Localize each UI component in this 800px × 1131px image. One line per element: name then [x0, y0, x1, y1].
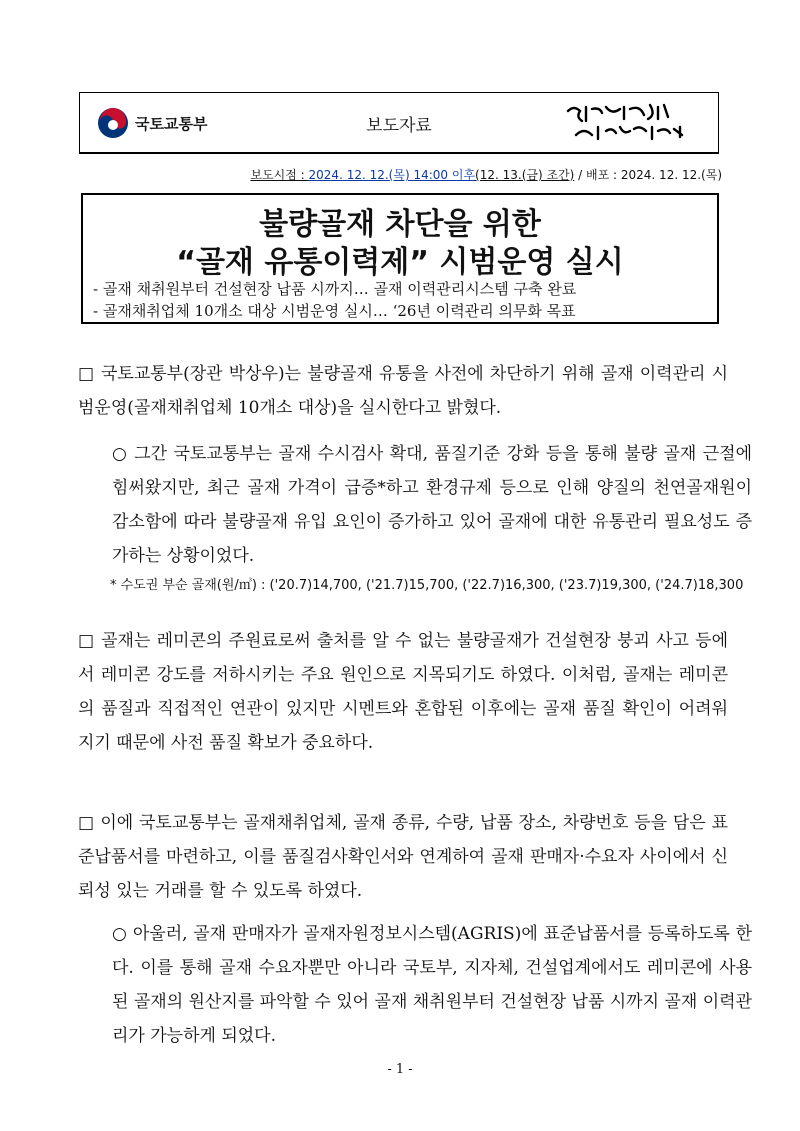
newspaper-date: (12. 13.(금) 조간) — [475, 168, 575, 182]
paragraph-2: ○ 그간 국토교통부는 골재 수시검사 확대, 품질기준 강화 등을 통해 불량 골재 근절에 힘써왔지만, 최근 골재 가격이 급증*하고 환경규제 등으로 인해 양질의 천연골재원이 감소함에 따라 불량골재 유입 요인이 증가하고 있어 골재에 대한 유통관리 필요성도 증가하는 상황이었다. — [112, 444, 752, 566]
embargo-label: 보도시점 : — [250, 168, 309, 182]
paragraph-5: ○ 아울러, 골재 판매자가 골재자원정보시스템(AGRIS)에 표준납품서를 등록하도록 한다. 이를 통해 골재 수요자뿐만 아니라 국토부, 지자체, 건설업계에서도 레미콘에 사용된 골재의 원산지를 파악할 수 있어 골재 채취원부터 건설현장 납품 시까지 골재 이력관리가 가능하게 되었다. — [112, 924, 752, 1046]
slogan-handwriting — [562, 101, 702, 145]
press-header — [79, 92, 719, 154]
paragraph-4: □ 이에 국토교통부는 골재채취업체, 골재 종류, 수량, 납품 장소, 차량번호 등을 담은 표준납품서를 마련하고, 이를 품질검사확인서와 연계하여 골재 판매자·수요자 사이에서 신뢰성 있는 거래를 할 수 있도록 하였다. — [78, 813, 728, 901]
headline-line-2: “골재 유통이력제” 시범운영 실시 — [176, 245, 624, 280]
dateline — [250, 166, 722, 183]
subheadline-2: - 골재채취업체 10개소 대상 시범운영 실시… ‘26년 이력관리 의무화 목표 — [93, 302, 576, 320]
release-date: 2024. 12. 12.(목) — [620, 168, 722, 182]
ministry-name: 국토교통부 — [135, 114, 208, 133]
title-box — [81, 193, 719, 324]
paragraph-3: □ 골재는 레미콘의 주원료로써 출처를 알 수 없는 불량골재가 건설현장 붕괴 사고 등에서 레미콘 강도를 저하시키는 주요 원인으로 지목되기도 하였다. 이처럼, 골재는 레미콘의 품질과 직접적인 연관이 있지만 시멘트와 혼합된 이후에는 골재 품질 확인이 어려워지기 때문에 사전 품질 확보가 중요하다. — [78, 631, 728, 753]
release-label: 배포 : — [586, 168, 621, 182]
paragraph-1: □ 국토교통부(장관 박상우)는 불량골재 유통을 사전에 차단하기 위해 골재 이력관리 시범운영(골재채취업체 10개소 대상)을 실시한다고 밝혔다. — [78, 364, 728, 418]
dateline-separator: / — [574, 168, 587, 182]
press-release-label: 보도자료 — [366, 116, 432, 136]
page-number: - 1 - — [387, 1062, 413, 1077]
subheadline-1: - 골재 채취원부터 건설현장 납품 시까지… 골재 이력관리시스템 구축 완료 — [93, 280, 577, 298]
headline-line-1: 불량골재 차단을 위한 — [259, 207, 541, 242]
price-footnote: * 수도권 부순 골재(원/㎥) : ('20.7)14,700, ('21.7)15,700, ('22.7)16,300, ('23.7)19,300, ('24.7)18,300 — [110, 578, 744, 593]
embargo-time: 2024. 12. 12.(목) 14:00 이후 — [308, 168, 476, 182]
